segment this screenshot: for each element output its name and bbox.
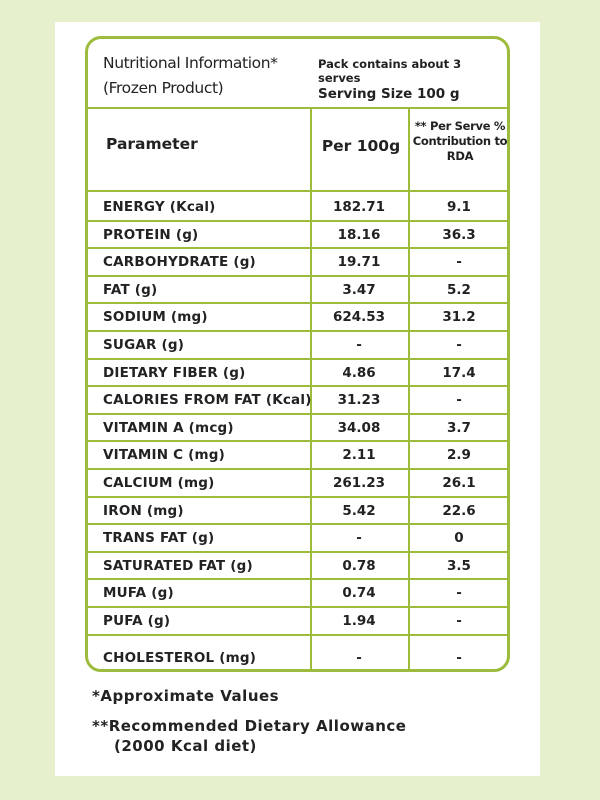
rda-value: - — [456, 649, 462, 666]
per-100g-value: 182.71 — [332, 199, 386, 215]
per-100g-value: 18.16 — [337, 226, 381, 243]
per-100g-value: 4.86 — [342, 364, 376, 381]
nutrient-name: DIETARY FIBER (g) — [103, 364, 246, 381]
nutrient-name: CARBOHYDRATE (g) — [103, 254, 256, 271]
per-100g-value: 1.94 — [342, 612, 376, 629]
rda-value: - — [456, 392, 462, 409]
per-100g-value: 2.11 — [342, 447, 376, 464]
rda-value: 3.5 — [447, 557, 471, 574]
rda-value: 3.7 — [447, 419, 471, 436]
table-row — [88, 277, 507, 305]
table-row — [88, 580, 507, 608]
title-line-2: (Frozen Product) — [103, 79, 224, 97]
per-100g-value: 3.47 — [342, 281, 376, 298]
nutrient-name: SODIUM (mg) — [103, 309, 208, 326]
rda-value: 26.1 — [442, 474, 476, 491]
per-100g-value: - — [356, 530, 362, 547]
rda-value: 17.4 — [442, 364, 476, 381]
footnote-rda: **Recommended Dietary Allowance — [92, 717, 407, 735]
nutrient-name: SATURATED FAT (g) — [103, 557, 253, 574]
table-row — [88, 636, 507, 673]
nutrient-name: PUFA (g) — [103, 612, 171, 629]
table-row — [88, 498, 507, 526]
nutrient-name: SUGAR (g) — [103, 336, 185, 353]
per-100g-value: 0.78 — [342, 557, 376, 574]
per-100g-value: 5.42 — [342, 502, 376, 519]
rda-value: 5.2 — [447, 281, 471, 298]
table-row — [88, 608, 507, 636]
per-100g-value: 261.23 — [332, 474, 386, 491]
rda-value: 22.6 — [442, 502, 476, 519]
table-row — [88, 525, 507, 553]
nutrient-name: FAT (g) — [103, 281, 158, 298]
table-row — [88, 249, 507, 277]
table-title — [103, 51, 277, 101]
per-100g-value: 34.08 — [337, 419, 381, 436]
table-row — [88, 304, 507, 332]
pack-info: Pack contains about 3 serves — [318, 57, 462, 85]
nutrient-name: CHOLESTEROL (mg) — [103, 649, 257, 666]
serving-info — [318, 57, 507, 103]
table-row — [88, 442, 507, 470]
nutrient-name: CALORIES FROM FAT (Kcal) — [103, 392, 312, 409]
per-100g-value: 19.71 — [337, 254, 381, 271]
table-row — [88, 332, 507, 360]
rda-value: - — [456, 254, 462, 271]
rda-header-line-2: Contribution to — [412, 134, 508, 148]
nutrient-name: ENERGY (Kcal) — [103, 199, 216, 215]
nutrient-name: TRANS FAT (g) — [103, 530, 215, 547]
rda-value: - — [456, 336, 462, 353]
rda-value: - — [456, 585, 462, 602]
per-100g-value: 31.23 — [337, 392, 381, 409]
header-divider — [88, 107, 507, 109]
table-row — [88, 553, 507, 581]
column-header-rda — [410, 119, 510, 164]
column-header-per-100g: Per 100g — [321, 137, 401, 155]
label-card — [55, 22, 540, 776]
rda-header-line-1: ** Per Serve % — [414, 119, 506, 133]
per-100g-value: 624.53 — [332, 309, 386, 326]
table-row — [88, 415, 507, 443]
per-100g-value: 0.74 — [342, 585, 376, 602]
nutrient-name: CALCIUM (mg) — [103, 474, 215, 491]
table-row — [88, 194, 507, 222]
rda-value: 0 — [454, 530, 464, 547]
rda-value: 9.1 — [447, 199, 471, 215]
footnote-approx: *Approximate Values — [92, 687, 280, 705]
table-row — [88, 470, 507, 498]
rda-value: 36.3 — [442, 226, 476, 243]
footnotes — [92, 686, 406, 766]
nutrient-name: VITAMIN A (mcg) — [103, 419, 234, 436]
nutrient-rows — [88, 194, 507, 672]
per-100g-value: - — [356, 649, 362, 666]
nutrient-name: MUFA (g) — [103, 585, 174, 602]
rda-value: 31.2 — [442, 309, 476, 326]
rda-value: - — [456, 612, 462, 629]
nutrient-name: IRON (mg) — [103, 502, 184, 519]
column-header-parameter: Parameter — [106, 135, 198, 153]
table-row — [88, 360, 507, 388]
nutrition-table — [85, 36, 510, 672]
serving-size: Serving Size 100 g — [318, 86, 460, 102]
per-100g-value: - — [356, 336, 362, 353]
rda-header-line-3: RDA — [446, 149, 474, 163]
footnote-rda-basis: (2000 Kcal diet) — [114, 737, 257, 755]
table-row — [88, 387, 507, 415]
rda-value: 2.9 — [447, 447, 471, 464]
nutrient-name: VITAMIN C (mg) — [103, 447, 226, 464]
table-row — [88, 222, 507, 250]
column-header-divider — [88, 190, 507, 192]
nutrient-name: PROTEIN (g) — [103, 226, 199, 243]
title-line-1: Nutritional Information* — [103, 54, 278, 72]
